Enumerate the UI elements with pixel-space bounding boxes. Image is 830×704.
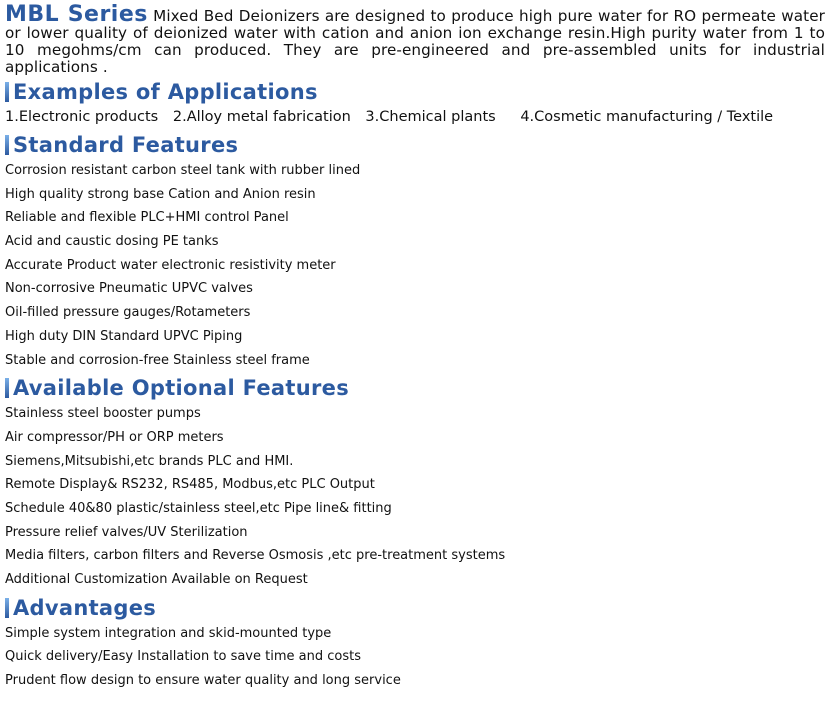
list-item: Pressure relief valves/UV Sterilization xyxy=(5,524,248,540)
section-heading-optional xyxy=(5,374,825,402)
product-description xyxy=(5,2,826,693)
list-item: Acid and caustic dosing PE tanks xyxy=(5,234,219,250)
list-item: Remote Display& RS232, RS485, Modbus,etc PLC Output xyxy=(5,477,375,493)
section-title: Examples of Applications xyxy=(13,80,318,104)
list-item: High quality strong base Cation and Anion resin xyxy=(5,186,316,202)
section-heading-advantages xyxy=(5,594,825,622)
list-item: Stable and corrosion-free Stainless steel frame xyxy=(5,352,310,368)
heading-bar-icon xyxy=(5,82,9,102)
application-item: 4.Cosmetic manufacturing / Textile xyxy=(520,109,774,125)
section-title: Standard Features xyxy=(13,133,239,157)
list-item: Reliable and flexible PLC+HMI control Panel xyxy=(5,210,289,226)
section-title: Available Optional Features xyxy=(13,376,349,401)
application-item: 3.Chemical plants xyxy=(365,109,496,125)
advantages-list xyxy=(5,622,825,693)
list-item: Siemens,Mitsubishi,etc brands PLC and HMI. xyxy=(5,453,294,469)
list-item: Corrosion resistant carbon steel tank with rubber lined xyxy=(5,163,361,178)
list-item: Prudent flow design to ensure water quality and long service xyxy=(5,673,401,689)
intro-text: Mixed Bed Deionizers are designed to produce high pure water for RO permeate water or lower quality of deionized water with cation and anion ion exchange resin.High purity water from 1 to 10 megohms/cm can produced. They are pre-engineered and pre-assembled units for industrial applications . xyxy=(5,7,826,76)
heading-bar-icon xyxy=(5,378,9,398)
list-item: Media filters, carbon filters and Reverse Osmosis ,etc pre-treatment systems xyxy=(5,548,506,564)
intro-paragraph xyxy=(5,2,826,76)
application-item: 2.Alloy metal fabrication xyxy=(172,109,351,125)
applications-list xyxy=(5,106,825,129)
series-title: MBL Series xyxy=(5,2,148,27)
section-heading-applications xyxy=(5,78,825,106)
list-item: Simple system integration and skid-mounted type xyxy=(5,625,332,641)
section-heading-standard xyxy=(5,131,825,159)
list-item: Quick delivery/Easy Installation to save time and costs xyxy=(5,649,361,665)
list-item: Non-corrosive Pneumatic UPVC valves xyxy=(5,281,253,297)
list-item: Air compressor/PH or ORP meters xyxy=(5,429,224,445)
list-item: Stainless steel booster pumps xyxy=(5,406,201,422)
standard-features-list xyxy=(5,159,825,372)
section-title: Advantages xyxy=(13,595,157,620)
list-item: Additional Customization Available on Request xyxy=(5,572,308,587)
list-item: Schedule 40&80 plastic/stainless steel,etc Pipe line& fitting xyxy=(5,500,392,516)
heading-bar-icon xyxy=(5,135,9,155)
optional-features-list xyxy=(5,402,825,592)
list-item: High duty DIN Standard UPVC Piping xyxy=(5,328,243,344)
heading-bar-icon xyxy=(5,598,9,618)
list-item: Oil-filled pressure gauges/Rotameters xyxy=(5,305,251,321)
application-item: 1.Electronic products xyxy=(5,109,159,125)
list-item: Accurate Product water electronic resistivity meter xyxy=(5,257,336,273)
